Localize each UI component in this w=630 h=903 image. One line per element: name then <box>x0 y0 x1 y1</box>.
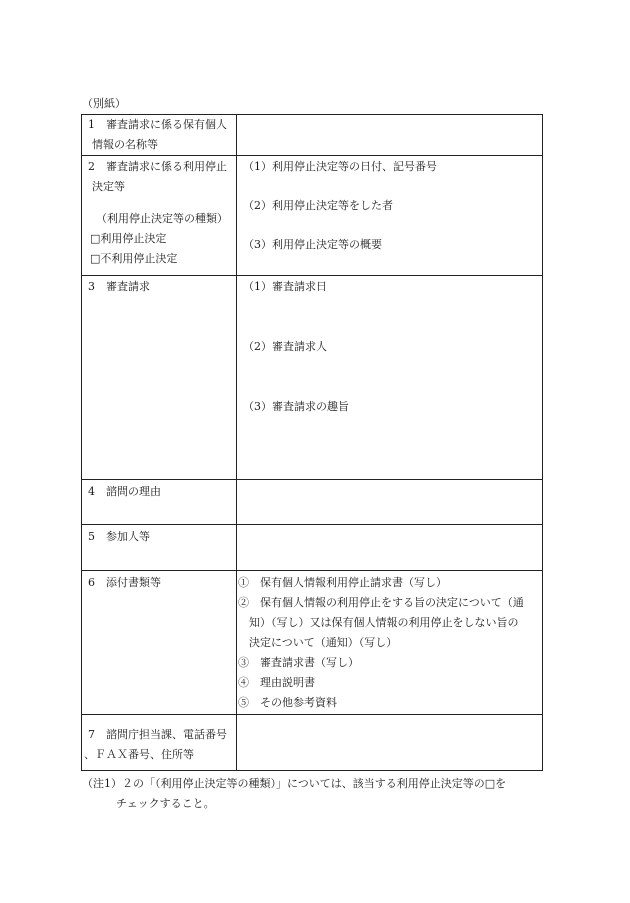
row-2-value-cell <box>237 156 543 276</box>
row-3-item-1: （1）審査請求日 <box>243 280 327 293</box>
review-request-form-table <box>81 114 543 771</box>
attachment-item-1: ① 保有個人情報利用停止請求書（写し） <box>238 576 447 589</box>
table-row <box>82 480 543 525</box>
kinds-heading: （利用停止決定等の種類） <box>96 212 228 225</box>
row-1-value-cell[interactable] <box>237 115 543 156</box>
attachment-item-4: ④ 理由説明書 <box>238 676 315 689</box>
row-3-label-line-1: 3 審査請求 <box>88 280 150 293</box>
row-1-label-line-2: 情報の名称等 <box>92 138 158 151</box>
row-3-label-cell <box>82 276 237 480</box>
row-2-item-2: （2）利用停止決定等をした者 <box>243 199 393 212</box>
row-2-item-3: （3）利用停止決定等の概要 <box>243 238 382 251</box>
table-row <box>82 156 543 276</box>
row-7-label-line-1: 7 諮問庁担当課、電話番号 <box>88 728 227 741</box>
table-row <box>82 715 543 771</box>
attachment-item-2: ② 保有個人情報の利用停止をする旨の決定について（通 <box>238 596 524 609</box>
table-row <box>82 571 543 715</box>
footnote-line-2: チェックすること。 <box>116 797 215 810</box>
row-5-value-cell[interactable] <box>237 525 543 571</box>
attachment-label: （別紙） <box>82 97 126 110</box>
attachment-item-2-cont-2: 決定について（通知）（写し） <box>238 636 398 649</box>
row-7-label-line-2: 、ＦＡＸ番号、住所等 <box>84 748 194 761</box>
row-6-label-cell <box>82 571 237 715</box>
attachment-item-2-cont-1: 知）（写し）又は保有個人情報の利用停止をしない旨の <box>238 616 519 629</box>
footnote-line-1: （注1）２の「（利用停止決定等の種類）」については、該当する利用停止決定等の□を <box>82 777 507 790</box>
kind-option-non-use-stop[interactable]: □不利用停止決定 <box>90 252 178 265</box>
row-6-value-cell <box>237 571 543 715</box>
kind-option-use-stop[interactable]: □利用停止決定 <box>90 232 167 245</box>
row-7-value-cell[interactable] <box>237 715 543 771</box>
table-row <box>82 276 543 480</box>
row-4-label-cell <box>82 480 237 525</box>
table-row <box>82 525 543 571</box>
table-row <box>82 115 543 156</box>
row-2-item-1: （1）利用停止決定等の日付、記号番号 <box>243 160 437 173</box>
row-3-item-3: （3）審査請求の趣旨 <box>243 400 349 413</box>
row-2-label-line-2: 決定等 <box>92 180 125 193</box>
row-2-label-line-1: 2 審査請求に係る利用停止 <box>88 160 227 173</box>
attachment-item-3: ③ 審査請求書（写し） <box>238 656 359 669</box>
row-3-item-2: （2）審査請求人 <box>243 340 327 353</box>
row-1-label-line-1: 1 審査請求に係る保有個人 <box>88 118 227 131</box>
row-4-value-cell[interactable] <box>237 480 543 525</box>
row-2-label-cell <box>82 156 237 276</box>
row-4-label-line-1: 4 諮問の理由 <box>88 485 161 498</box>
row-7-label-cell <box>82 715 237 771</box>
attachment-item-5: ⑤ その他参考資料 <box>238 696 337 709</box>
row-6-label-line-1: 6 添付書類等 <box>88 576 161 589</box>
row-3-value-cell <box>237 276 543 480</box>
row-1-label-cell <box>82 115 237 156</box>
row-5-label-cell <box>82 525 237 571</box>
row-5-label-line-1: 5 参加人等 <box>88 530 150 543</box>
